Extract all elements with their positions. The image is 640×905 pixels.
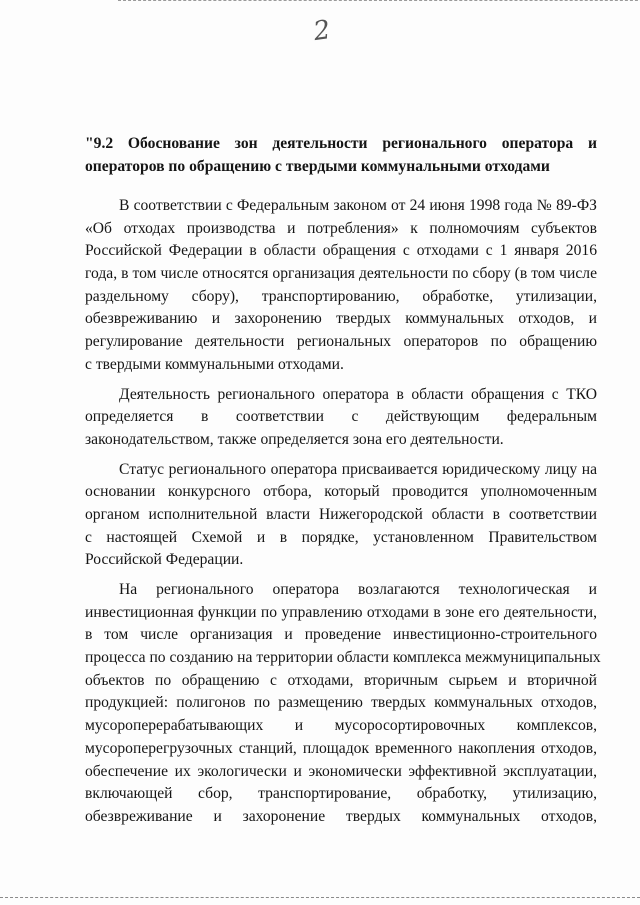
text-line: органом исполнительной власти Нижегородской области в соответствии — [85, 505, 597, 523]
text-line: с настоящей Схемой и в порядке, установленном Правительством — [85, 528, 597, 546]
section-heading — [85, 133, 597, 178]
text-line: обезвреживание и захоронение твердых коммунальных отходов, — [85, 807, 597, 825]
text-line: определяется в соответствии с действующим федеральным — [85, 408, 597, 426]
page-number: 2 — [311, 14, 333, 48]
paragraph — [85, 195, 597, 377]
text-line: объектов по обращению с отходами, вторичным сырьем и вторичной — [85, 671, 597, 689]
paragraph — [85, 459, 597, 572]
text-line: Статус регионального оператора присваивается юридическому лицу на — [119, 460, 597, 478]
text-line: процесса по созданию на территории области комплекса межмуниципальных — [85, 649, 601, 667]
text-line: обезвреживанию и захоронению твердых коммунальных отходов, и — [85, 310, 597, 328]
text-line: «Об отходах производства и потребления» к полномочиям субъектов — [85, 219, 597, 237]
text-line: включающей сбор, транспортирование, обработку, утилизацию, — [85, 785, 597, 803]
paragraph — [85, 579, 601, 829]
text-line: обеспечение их экологически и экономически эффективной эксплуатации, — [85, 762, 597, 780]
text-line: в том числе организация и проведение инвестиционно-строительного — [85, 626, 597, 644]
text-line: мусороперегрузочных станций, площадок временного накопления отходов, — [85, 739, 597, 757]
scan-bottom-edge — [0, 897, 640, 899]
text-line: В соответствии с Федеральным законом от 24 июня 1998 года № 89-ФЗ — [119, 197, 597, 214]
text-line: инвестиционная функции по управлению отходами в зоне его деятельности, — [85, 603, 597, 621]
text-line: Российской Федерации в области обращения с отходами с 1 января 2016 — [85, 242, 597, 260]
text-line: основании конкурсного отбора, который проводится уполномоченным — [85, 483, 597, 501]
text-line: раздельному сбору), транспортированию, обработке, утилизации, — [85, 287, 597, 305]
text-line: с твердыми коммунальными отходами. — [85, 355, 344, 373]
text-line: законодательством, также определяется зона его деятельности. — [85, 430, 504, 448]
paragraph — [85, 384, 597, 452]
text-line: Деятельность регионального оператора в области обращения с ТКО — [119, 385, 597, 403]
text-line: года, в том числе относятся организация деятельности по сбору (в том числе — [85, 265, 597, 283]
scan-top-edge — [118, 0, 640, 4]
heading-line: операторов по обращению с твердыми коммунальными отходами — [85, 157, 550, 175]
document-body — [85, 195, 601, 829]
text-line: продукцией: полигонов по размещению твердых коммунальных отходов, — [85, 694, 597, 712]
text-line: регулирование деятельности региональных операторов по обращению — [85, 333, 597, 351]
heading-line: "9.2 Обоснование зон деятельности регионального оператора и — [85, 135, 597, 152]
text-line: На регионального оператора возлагаются технологическая и — [119, 581, 597, 598]
text-line: мусороперерабатывающих и мусоросортировочных комплексов, — [85, 717, 597, 735]
text-line: Российской Федерации. — [85, 551, 244, 569]
